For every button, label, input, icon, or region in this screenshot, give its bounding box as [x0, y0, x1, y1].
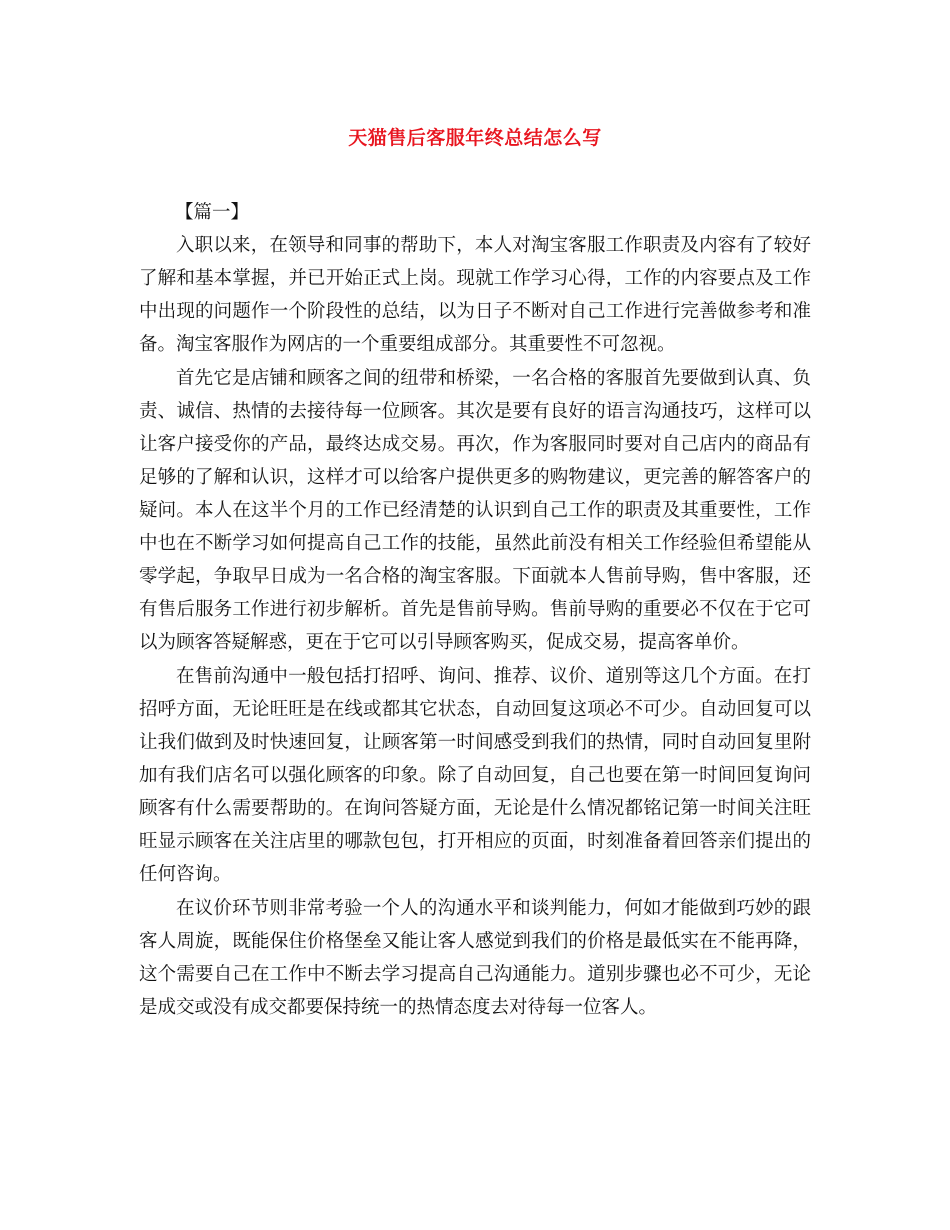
document-body	[139, 196, 811, 1024]
paragraph: 入职以来，在领导和同事的帮助下，本人对淘宝客服工作职责及内容有了较好了解和基本掌握，并已开始正式上岗。现就工作学习心得，工作的内容要点及工作中出现的问题作一个阶段性的总结，以为日子不断对自己工作进行完善做参考和准备。淘宝客服作为网店的一个重要组成部分。其重要性不可忽视。	[139, 235, 811, 355]
paragraph: 首先它是店铺和顾客之间的纽带和桥梁，一名合格的客服首先要做到认真、负责、诚信、热情的去接待每一位顾客。其次是要有良好的语言沟通技巧，这样可以让客户接受你的产品，最终达成交易。再次，作为客服同时要对自己店内的商品有足够的了解和认识，这样才可以给客户提供更多的购物建议，更完善的解答客户的疑问。本人在这半个月的工作已经清楚的认识到自己工作的职责及其重要性，工作中也在不断学习如何提高自己工作的技能，虽然此前没有相关工作经验但希望能从零学起，争取早日成为一名合格的淘宝客服。下面就本人售前导购，售中客服，还有售后服务工作进行初步解析。首先是售前导购。售前导购的重要必不仅在于它可以为顾客答疑解惑，更在于它可以引导顾客购买，促成交易，提高客单价。	[139, 368, 811, 653]
paragraph: 在售前沟通中一般包括打招呼、询问、推荐、议价、道别等这几个方面。在打招呼方面，无论旺旺是在线或都其它状态，自动回复这项必不可少。自动回复可以让我们做到及时快速回复，让顾客第一时间感受到我们的热情，同时自动回复里附加有我们店名可以强化顾客的印象。除了自动回复，自己也要在第一时间回复询问顾客有什么需要帮助的。在询问答疑方面，无论是什么情况都铭记第一时间关注旺旺显示顾客在关注店里的哪款包包，打开相应的页面，时刻准备着回答亲们提出的任何咨询。	[139, 666, 811, 885]
paragraph: 在议价环节则非常考验一个人的沟通水平和谈判能力，何如才能做到巧妙的跟客人周旋，既能保住价格堡垒又能让客人感觉到我们的价格是最低实在不能再降，这个需要自己在工作中不断去学习提高自己沟通能力。道别步骤也必不可少，无论是成交或没有成交都要保持统一的热情态度去对待每一位客人。	[139, 898, 811, 1018]
section-label: 【篇一】	[175, 202, 250, 223]
document-title: 天猫售后客服年终总结怎么写	[348, 127, 602, 149]
